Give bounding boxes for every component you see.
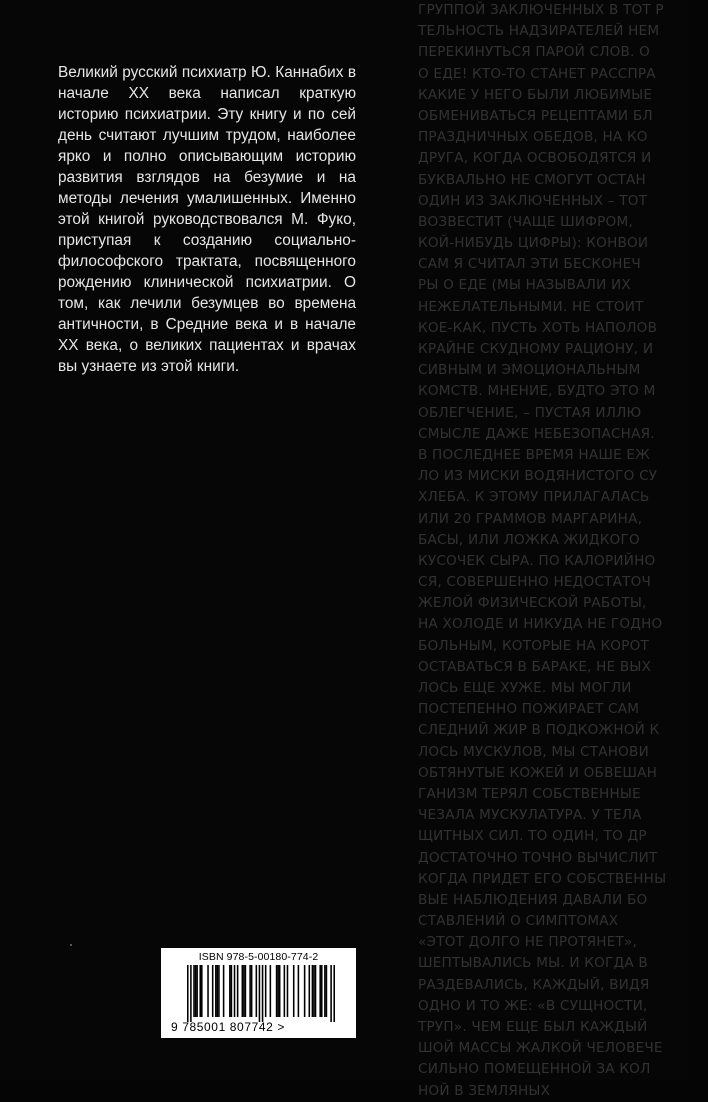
barcode-bar: [217, 965, 219, 1017]
barcode-bar: [207, 965, 209, 1017]
background-text-line: ДОСТАТОЧНО ТОЧНО ВЫЧИСЛИТ: [418, 849, 658, 866]
barcode-bar: [193, 965, 195, 1017]
background-text-line: ЛО ИЗ МИСКИ ВОДЯНИСТОГО СУ: [418, 468, 658, 485]
background-text-line: ТРУП». ЧЕМ ЕЩЕ БЫЛ КАЖДЫЙ: [418, 1019, 648, 1035]
background-text-line: ПЕРЕКИНУТЬСЯ ПАРОЙ СЛОВ. О: [418, 44, 650, 61]
background-text-line: ОДИН ИЗ ЗАКЛЮЧЕННЫХ – ТОТ: [418, 192, 648, 209]
barcode-bar: [309, 965, 311, 1017]
background-text-line: ХЛЕБА. К ЭТОМУ ПРИЛАГАЛАСЬ: [418, 489, 650, 506]
background-text-line: СИВНЫМ И ЭМОЦИОНАЛЬНЫМ: [418, 362, 641, 379]
background-text-line: ТЕЛЬНОСТЬ НАДЗИРАТЕЛЕЙ НЕМ: [418, 23, 660, 40]
background-text-line: ДРУГА, КОГДА ОСВОБОДЯТСЯ И: [418, 150, 652, 167]
background-text-line: В ПОСЛЕДНЕЕ ВРЕМЯ НАШЕ ЕЖ: [418, 446, 651, 463]
background-text-line: САМ Я СЧИТАЛ ЭТИ БЕСКОНЕЧ: [418, 256, 641, 273]
background-text-line: БУКВАЛЬНО НЕ СМОГУТ ОСТАН: [418, 171, 646, 188]
barcode-bar: [234, 965, 236, 1017]
background-text-line: КОЙ-НИБУДЬ ЦИФРЫ): КОНВОИ: [418, 235, 649, 252]
background-text-line: НОЙ В ЗЕМЛЯНЫХ: [418, 1082, 551, 1099]
background-text-line: ЖЕЛОЙ ФИЗИЧЕСКОЙ РАБОТЫ,: [418, 595, 647, 612]
barcode-bar: [212, 965, 214, 1017]
barcode-bar: [330, 965, 332, 1022]
background-text-line: БОЛЬНЫМ, КОТОРЫЕ НА КОРОТ: [418, 637, 650, 654]
background-text-line: ОБМЕНИВАТЬСЯ РЕЦЕПТАМИ БЛ: [418, 107, 653, 124]
background-text-line: СТАВЛЕНИЙ О СИМПТОМАХ: [418, 913, 619, 930]
background-text-line: ШЕПТЫВАЛИСЬ МЫ. И КОГДА В: [418, 955, 648, 972]
background-text-line: РЫ О ЕДЕ (МЫ НАЗЫВАЛИ ИХ: [418, 277, 631, 294]
barcode-bar: [256, 965, 258, 1017]
background-text-line: ПОСТЕПЕННО ПОЖИРАЕТ САМ: [418, 701, 640, 718]
background-text-line: КОМСТВ. МНЕНИЕ, БУДТО ЭТО М: [418, 383, 656, 400]
background-text-line: ЛОСЬ ЕЩЕ ХУЖЕ. МЫ МОГЛИ: [418, 680, 632, 696]
barcode-bar: [218, 965, 220, 1017]
background-text-line: ВОЗВЕСТИТ (ЧАЩЕ ШИФРОМ,: [418, 213, 633, 230]
barcode-bar: [195, 965, 197, 1017]
barcode-bar: [304, 965, 306, 1017]
background-text-line: ЩИТНЫХ СИЛ. ТО ОДИН, ТО ДР: [418, 828, 647, 845]
barcode-bar: [265, 965, 267, 1017]
background-text-line: О ЕДЕ! КТО-ТО СТАНЕТ РАССПРА: [418, 65, 656, 82]
barcode-bar: [262, 965, 264, 1022]
background-text-line: ГАНИЗМ ТЕРЯЛ СОБСТВЕННЫЕ: [418, 785, 641, 802]
barcode-bar: [326, 965, 328, 1017]
barcode-bar: [312, 965, 314, 1017]
barcode-bar: [190, 965, 192, 1022]
background-text-line: СМЫСЛЕ ДАЖЕ НЕБЕЗОПАСНАЯ.: [418, 425, 655, 442]
background-text-line: ГРУППОЙ ЗАКЛЮЧЕННЫХ В ТОТ Р: [418, 2, 664, 18]
barcode-bar: [251, 965, 253, 1017]
background-text-line: НА ХОЛОДЕ И НИКУДА НЕ ГОДНО: [418, 616, 663, 633]
barcode-bar: [249, 965, 251, 1017]
background-text-line: ЧЕЗАЛА МУСКУЛАТУРА. У ТЕЛА: [418, 807, 642, 824]
background-text-line: КУСОЧЕК СЫРА. ПО КАЛОРИЙНО: [418, 552, 656, 569]
background-text-line: КОГДА ПРИДЕТ ЕГО СОБСТВЕННЫ: [418, 870, 667, 887]
background-text-column: [418, 0, 708, 1099]
background-text-line: ОБТЯНУТЫЕ КОЖЕЙ И ОБВЕШАН: [418, 764, 658, 781]
decorative-dot: [70, 944, 72, 946]
background-text-line: «ЭТОТ ДОЛГО НЕ ПРОТЯНЕТ»,: [418, 934, 638, 951]
barcode-bar: [196, 965, 198, 1017]
background-text-line: ОДНО И ТО ЖЕ: «В СУЩНОСТИ,: [418, 997, 648, 1014]
book-description: Великий русский психиатр Ю. Каннабих в начале XX века написал краткую историю психиатрии. Эту книгу и по сей день считают лучшим трудом, наиболее ярко и полно описывающим историю развития взглядов на безумие и на методы лечения умалишенных. Именно этой книгой руководствовался М. Фуко, приступая к созданию социально-философского трактата, посвященного рождению клинической психиатрии. О том, как лечили безумцев во времена античности, в Средние века и в начале XX века, о великих пациентах и врачах вы узнаете из этой книги.: [58, 64, 356, 375]
background-text-line: КАКИЕ У НЕГО БЫЛИ ЛЮБИМЫЕ: [418, 86, 653, 103]
barcode-bar: [242, 965, 244, 1017]
ean-digits: 9 785001 807742 >: [171, 1020, 285, 1034]
background-text-line: СЯ, СОВЕРШЕННО НЕДОСТАТОЧ: [418, 574, 652, 591]
isbn-barcode-block: [161, 948, 356, 1038]
barcode-bar: [270, 965, 272, 1017]
barcode-bar: [298, 965, 300, 1017]
background-text-line: ШОЙ МАССЫ ЖАЛКОЙ ЧЕЛОВЕЧЕ: [418, 1040, 663, 1057]
isbn-label: ISBN 978-5-00180-774-2: [198, 951, 319, 963]
barcode-bar: [277, 965, 279, 1017]
background-text-line: НЕЖЕЛАТЕЛЬНЫМИ. НЕ СТОИТ: [418, 298, 644, 315]
background-text-line: ИЛИ 20 ГРАММОВ МАРГАРИНА,: [418, 510, 643, 527]
barcode-bar: [315, 965, 317, 1017]
barcode-bar: [245, 965, 247, 1017]
barcode-bar: [237, 965, 239, 1017]
barcode-bar: [201, 965, 203, 1017]
background-text-line: КОЕ-КАК, ПУСТЬ ХОТЬ НАПОЛОВ: [418, 319, 658, 336]
background-text-line: СЛЕДНИЙ ЖИР В ПОДКОЖНОЙ К: [418, 722, 660, 739]
background-text-line: СИЛЬНО ПОМЕЩЕННОЙ ЗА КОЛ: [418, 1061, 651, 1078]
barcode-bar: [259, 965, 261, 1022]
barcode-bar: [324, 965, 326, 1017]
background-text-line: РАЗДЕВАЛИСЬ, КАЖДЫЙ, ВИДЯ: [418, 976, 650, 993]
background-text-line: ЛОСЬ МУСКУЛОВ, МЫ СТАНОВИ: [418, 743, 649, 760]
background-text-line: ОБЛЕГЧЕНИЕ, – ПУСТАЯ ИЛЛЮ: [418, 404, 642, 421]
barcode-bar: [231, 965, 233, 1017]
barcode-bars: [187, 965, 335, 1022]
barcode-bar: [187, 965, 189, 1022]
background-text-line: ПРАЗДНИЧНЫХ ОБЕДОВ, НА КО: [418, 129, 648, 146]
barcode-bar: [215, 965, 217, 1017]
barcode-bar: [276, 965, 278, 1017]
barcode-bar: [223, 965, 225, 1017]
background-text-line: ОСТАВАТЬСЯ В БАРАКЕ, НЕ ВЫХ: [418, 658, 652, 675]
barcode-bar: [313, 965, 315, 1017]
background-text-line: БАСЫ, ИЛИ ЛОЖКА ЖИДКОГО: [418, 531, 640, 548]
barcode-bar: [243, 965, 245, 1017]
barcode-bar: [319, 965, 321, 1017]
barcode-bar: [287, 965, 289, 1017]
barcode-bar: [199, 965, 201, 1017]
barcode-bar: [279, 965, 281, 1017]
background-text-line: ВЫЕ НАБЛЮДЕНИЯ ДАВАЛИ БО: [418, 891, 648, 908]
barcode-bar: [284, 965, 286, 1017]
barcode-bar: [229, 965, 231, 1017]
barcode-bar: [333, 965, 335, 1022]
barcode-bar: [321, 965, 323, 1017]
barcode-bar: [293, 965, 295, 1017]
background-text-line: КРАЙНЕ СКУДНОМУ РАЦИОНУ, И: [418, 341, 654, 357]
